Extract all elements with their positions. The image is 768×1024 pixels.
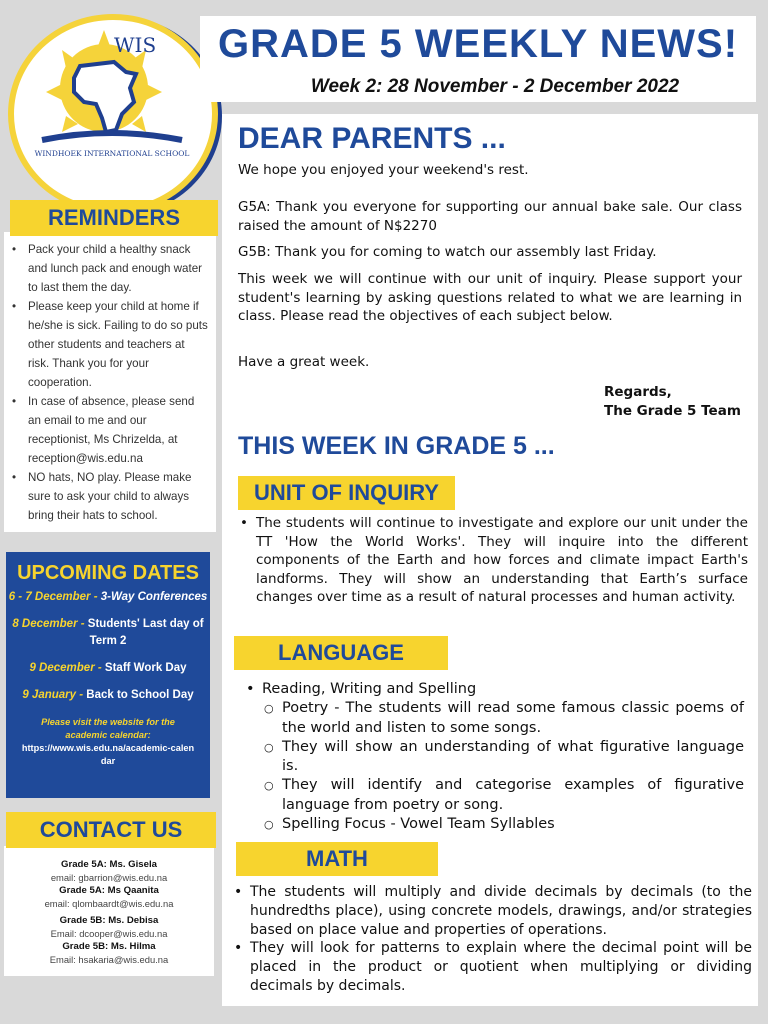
upcoming-dates-panel [6,552,210,798]
list-item: ○ They will identify and categorise examples of figurative language from poetry or song. [262,776,744,815]
calendar-note [6,716,210,768]
list-item: • In case of absence, please send an email to me and our receptionist, Ms Chrizelda, at reception@wis.edu.na [10,392,208,468]
calendar-link[interactable]: https://www.wis.edu.na/academic-calendar [21,743,195,766]
list-item: • Pack your child a healthy snack and lunch pack and enough water to last them the day. [10,240,208,297]
letter-paragraph: This week we will continue with our unit of inquiry. Please support your student's learning by asking questions related to what we are learning in class. Please read the objectives of each subject below. [238,271,742,324]
list-item: • The students will continue to investigate and explore our unit under the TT 'How the World Works'. They will inquire into the different components of the Earth and how forces and climate impact Earth's landforms. They will show an understanding that Earth’s surface changes over time as a result of natural processes and human activity. [238,514,748,607]
school-logo [22,22,202,182]
date-item [6,616,210,650]
section-tag-uoi: UNIT OF INQUIRY [238,476,455,510]
letter-paragraph: We hope you enjoyed your weekend's rest. [238,162,529,178]
uoi-list [238,514,748,607]
date-label: 9 December [29,662,95,674]
regards-label: Regards, [604,384,672,400]
list-item: • NO hats, NO play. Please make sure to ask your child to always bring their hats to school. [10,468,208,525]
signoff-team: The Grade 5 Team [604,403,741,419]
reminders-heading: REMINDERS [10,200,218,236]
contact-panel [4,846,214,976]
contact-email[interactable]: Email: hsakaria@wis.edu.na [49,954,169,965]
date-event: 3-Way Conferences [100,591,208,603]
section-tag-math: MATH [236,842,438,876]
date-label: 8 December [12,618,78,630]
list-item: • They will look for patterns to explain where the decimal point will be placed in the product or quotient when multiplying or dividing decimals by decimals. [232,939,752,995]
contact-email[interactable]: Email: dcooper@wis.edu.na [50,928,168,939]
list-item: • The students will multiply and divide decimals by decimals (to the hundredths place), using concrete models, drawings, and/or strategies based on place value and properties of operations. [232,883,752,939]
contact-email[interactable]: email: gbarrion@wis.edu.na [50,872,168,883]
letter-signoff [604,383,741,421]
date-label: 6 - 7 December [8,591,91,603]
contact-name: Grade 5B: Ms. Hilma [62,941,156,952]
date-separator: - [90,591,101,603]
language-item-label: Reading, Writing and Spelling [262,681,477,697]
section-tag-language: LANGUAGE [234,636,448,670]
list-item [244,680,744,834]
page-title: GRADE 5 WEEKLY NEWS! [217,22,739,66]
logo-school-name: WINDHOEK INTERNATIONAL SCHOOL [34,149,190,158]
date-separator: - [94,662,105,674]
list-item: ○ Spelling Focus - Vowel Team Syllables [262,815,744,834]
calendar-note-text: Please visit the website for the academic calendar: [41,717,175,740]
contact-name: Grade 5A: Ms. Gisela [61,859,157,870]
logo-letters: WIS [114,33,157,57]
date-item [6,687,210,704]
date-item [6,589,210,606]
date-event: Staff Work Day [104,662,187,674]
language-sublist [262,699,744,834]
letter-paragraph: G5A: Thank you everyone for supporting our annual bake sale. Our class raised the amount of N$2270 [238,199,742,234]
math-list [232,883,752,996]
date-label: 9 January [22,689,77,701]
letter-paragraph: Have a great week. [238,354,370,370]
date-event: Back to School Day [86,689,194,701]
list-item: ○ They will show an understanding of what figurative language is. [262,738,744,777]
letter-heading: DEAR PARENTS ... [238,122,506,155]
date-separator: - [76,689,87,701]
contact-heading: CONTACT US [6,812,216,848]
date-separator: - [77,618,88,630]
list-item: • Please keep your child at home if he/she is sick. Failing to do so puts other students and teachers at risk. Thank you for your cooperation. [10,297,208,392]
week-subtitle: Week 2: 28 November - 2 December 2022 [310,76,680,97]
letter-paragraph: G5B: Thank you for coming to watch our assembly last Friday. [238,244,657,260]
contact-email[interactable]: email: qlombaardt@wis.edu.na [44,898,174,909]
date-item [6,660,210,677]
reminders-list [10,240,208,525]
week-heading: THIS WEEK IN GRADE 5 ... [238,432,555,460]
date-event: Students' Last day of Term 2 [87,618,204,647]
language-list [244,680,744,834]
upcoming-heading: UPCOMING DATES [17,562,199,584]
contact-name: Grade 5B: Ms. Debisa [59,915,159,926]
contact-name: Grade 5A: Ms Qaanita [59,885,159,896]
list-item: ○ Poetry - The students will read some famous classic poems of the world and listen to some songs. [262,699,744,738]
